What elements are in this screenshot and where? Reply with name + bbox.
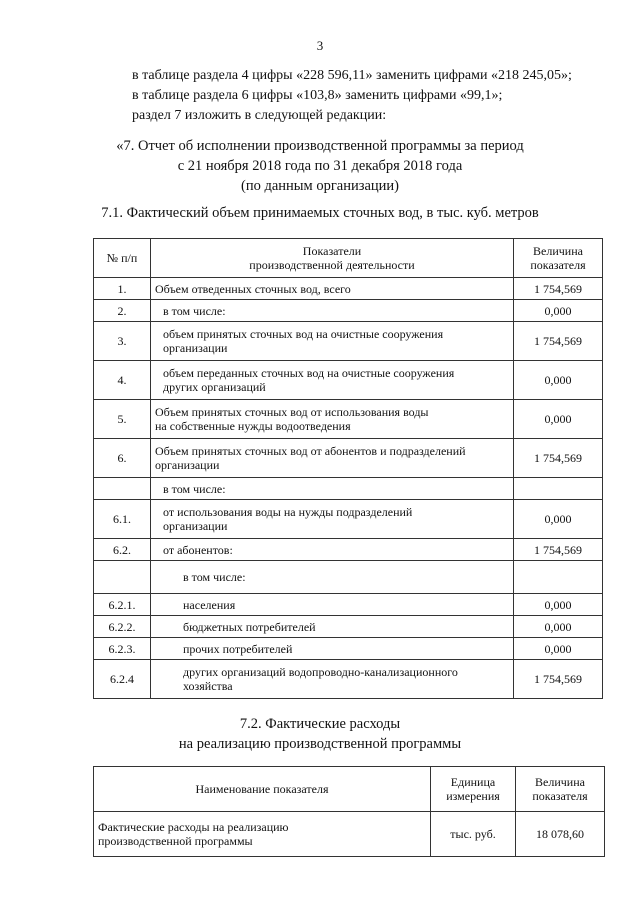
row-label: в том числе: — [151, 300, 514, 322]
wastewater-volume-table — [93, 238, 603, 699]
intro-line: раздел 7 изложить в следующей редакции: — [132, 108, 387, 123]
row-label-line1: объем переданных сточных вод на очистные сооружения — [163, 366, 455, 380]
section2-title-line: на реализацию производственной программы — [178, 736, 462, 752]
row-value: 1 754,569 — [514, 439, 603, 478]
row-label: населения — [151, 594, 514, 616]
row-label-line1: от использования воды на нужды подразделений — [163, 505, 413, 519]
heading-line: с 21 ноября 2018 года по 31 декабря 2018 года — [177, 158, 463, 174]
header-unit — [431, 767, 516, 812]
row-label-line1: других организаций водопроводно-канализационного — [183, 665, 458, 679]
row-num: 6.1. — [94, 500, 151, 539]
page-number: 3 — [316, 38, 324, 53]
row-label-line1: объем принятых сточных вод на очистные сооружения — [163, 327, 444, 341]
row-value: 1 754,569 — [514, 278, 603, 300]
row-label — [151, 322, 514, 361]
header-value-line2: показателя — [530, 258, 586, 272]
table-row — [94, 439, 603, 478]
row-num: 6.2.1. — [94, 594, 151, 616]
row-label-line1: Объем принятых сточных вод от использования воды — [155, 405, 429, 419]
row-num: 6. — [94, 439, 151, 478]
table-header-row — [94, 239, 603, 278]
header-num: № п/п — [94, 239, 151, 278]
table-row — [94, 322, 603, 361]
header-value — [514, 239, 603, 278]
row-label: прочих потребителей — [151, 638, 514, 660]
row-value: 1 754,569 — [514, 539, 603, 561]
row-value: 0,000 — [514, 361, 603, 400]
heading-line: «7. Отчет об исполнении производственной программы за период — [116, 138, 524, 154]
row-label: бюджетных потребителей — [151, 616, 514, 638]
table-row — [94, 500, 603, 539]
expenses-table — [93, 766, 605, 857]
row-label-line1: Объем принятых сточных вод от абонентов и подразделений — [155, 444, 466, 458]
row-label — [151, 361, 514, 400]
row-label — [151, 500, 514, 539]
table-row — [94, 660, 603, 699]
table-row — [94, 812, 605, 857]
row-label-line2: других организаций — [163, 380, 266, 394]
row-value: 18 078,60 — [516, 812, 605, 857]
row-num: 2. — [94, 300, 151, 322]
section1-title: 7.1. Фактический объем принимаемых сточных вод, в тыс. куб. метров — [101, 205, 539, 221]
header-value-line1: Величина — [535, 775, 585, 789]
table-row — [94, 594, 603, 616]
row-num — [94, 561, 151, 594]
table-row — [94, 561, 603, 594]
table-row — [94, 400, 603, 439]
header-indicator-line1: Показатели — [302, 244, 362, 258]
row-num — [94, 478, 151, 500]
header-unit-line1: Единица — [450, 775, 496, 789]
row-label-line2: организации — [163, 519, 228, 533]
header-indicator-line2: производственной деятельности — [249, 258, 415, 272]
header-indicator — [151, 239, 514, 278]
row-label-line2: на собственные нужды водоотведения — [155, 419, 351, 433]
row-label-line2: хозяйства — [183, 679, 233, 693]
header-unit-line2: измерения — [446, 789, 500, 803]
table-row — [94, 539, 603, 561]
header-value-line1: Величина — [533, 244, 583, 258]
intro-line: в таблице раздела 6 цифры «103,8» заменить цифрами «99,1»; — [132, 88, 503, 103]
intro-text — [132, 66, 572, 126]
row-value: 0,000 — [514, 400, 603, 439]
table-row — [94, 278, 603, 300]
row-value: 0,000 — [514, 300, 603, 322]
row-unit: тыс. руб. — [431, 812, 516, 857]
section2-title — [0, 714, 640, 754]
header-value-line2: показателя — [532, 789, 588, 803]
row-label — [151, 439, 514, 478]
row-value — [514, 561, 603, 594]
row-label: Объем отведенных сточных вод, всего — [151, 278, 514, 300]
table-row — [94, 616, 603, 638]
row-label-line1: Фактические расходы на реализацию — [98, 820, 289, 834]
row-num: 1. — [94, 278, 151, 300]
row-label: в том числе: — [151, 561, 514, 594]
table-row — [94, 300, 603, 322]
table-row — [94, 361, 603, 400]
row-value: 1 754,569 — [514, 660, 603, 699]
row-label — [94, 812, 431, 857]
table-row — [94, 478, 603, 500]
row-value — [514, 478, 603, 500]
row-value: 1 754,569 — [514, 322, 603, 361]
row-label — [151, 400, 514, 439]
row-num: 6.2.4 — [94, 660, 151, 699]
report-heading — [0, 136, 640, 196]
row-num: 5. — [94, 400, 151, 439]
header-name: Наименование показателя — [94, 767, 431, 812]
row-label-line2: производственной программы — [98, 834, 253, 848]
row-value: 0,000 — [514, 500, 603, 539]
row-num: 6.2.3. — [94, 638, 151, 660]
table-header-row — [94, 767, 605, 812]
row-value: 0,000 — [514, 616, 603, 638]
heading-line: (по данным организации) — [240, 178, 399, 194]
intro-line: в таблице раздела 4 цифры «228 596,11» заменить цифрами «218 245,05»; — [132, 68, 572, 83]
row-label-line2: организации — [163, 341, 228, 355]
header-value — [516, 767, 605, 812]
table-row — [94, 638, 603, 660]
row-value: 0,000 — [514, 594, 603, 616]
row-value: 0,000 — [514, 638, 603, 660]
row-num: 6.2.2. — [94, 616, 151, 638]
row-label: в том числе: — [151, 478, 514, 500]
row-num: 6.2. — [94, 539, 151, 561]
row-label: от абонентов: — [151, 539, 514, 561]
row-label-line2: организации — [155, 458, 220, 472]
row-label — [151, 660, 514, 699]
row-num: 3. — [94, 322, 151, 361]
row-num: 4. — [94, 361, 151, 400]
section2-title-line: 7.2. Фактические расходы — [239, 716, 401, 732]
